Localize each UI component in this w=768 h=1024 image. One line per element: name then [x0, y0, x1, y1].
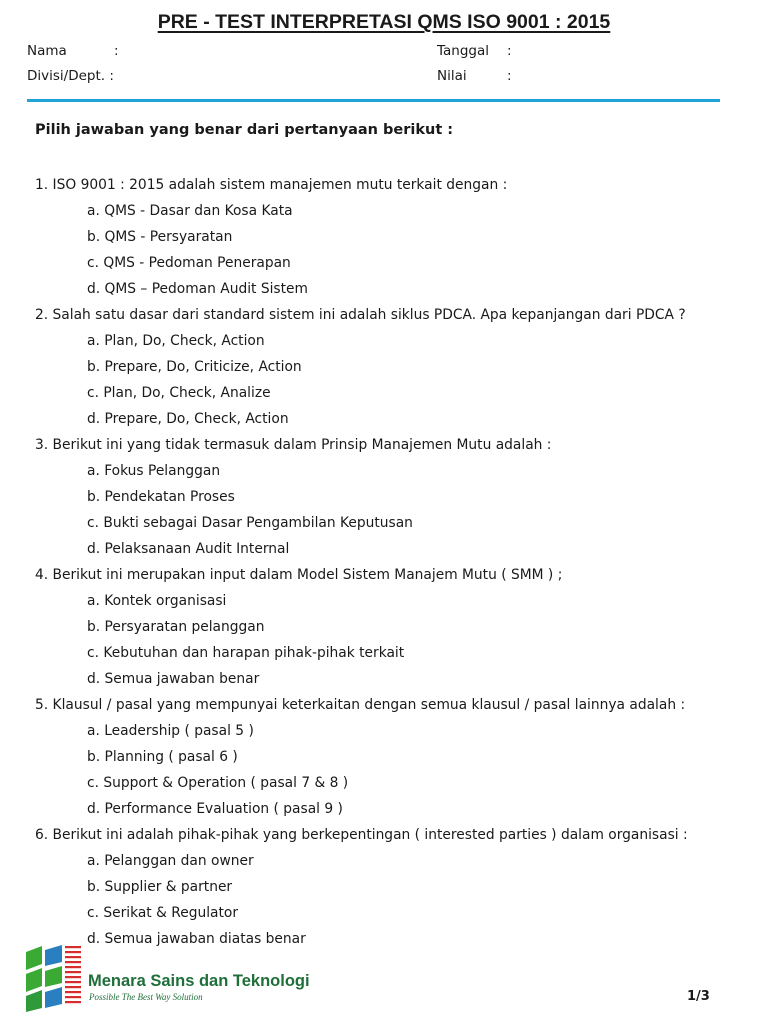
- question-list: [35, 172, 755, 952]
- question-4-option-a: a. Kontek organisasi: [87, 593, 227, 609]
- question-1: 1. ISO 9001 : 2015 adalah sistem manajemen mutu terkait dengan :: [35, 177, 508, 193]
- question-1-option-a: a. QMS - Dasar dan Kosa Kata: [87, 203, 293, 219]
- document-title: PRE - TEST INTERPRETASI QMS ISO 9001 : 2015: [157, 11, 611, 33]
- question-1-option-d: d. QMS – Pedoman Audit Sistem: [87, 281, 308, 297]
- question-3-option-d: d. Pelaksanaan Audit Internal: [87, 541, 290, 557]
- question-5-option-a: a. Leadership ( pasal 5 ): [87, 723, 254, 739]
- question-2-option-d: d. Prepare, Do, Check, Action: [87, 411, 289, 427]
- tanggal-colon: :: [507, 43, 512, 59]
- question-3-option-c: c. Bukti sebagai Dasar Pengambilan Keputusan: [87, 515, 413, 531]
- page-number: 1/3: [687, 989, 710, 1004]
- question-2-option-b: b. Prepare, Do, Criticize, Action: [87, 359, 302, 375]
- question-6-option-c: c. Serikat & Regulator: [87, 905, 239, 921]
- question-4: 4. Berikut ini merupakan input dalam Model Sistem Manajem Mutu ( SMM ) ;: [35, 567, 563, 583]
- question-5-option-b: b. Planning ( pasal 6 ): [87, 749, 238, 765]
- nilai-label: Nilai: [437, 68, 467, 84]
- nama-label: Nama: [27, 43, 67, 59]
- question-3-option-a: a. Fokus Pelanggan: [87, 463, 221, 479]
- logo-name: Menara Sains dan Teknologi: [88, 972, 310, 990]
- question-2: 2. Salah satu dasar dari standard sistem ini adalah siklus PDCA. Apa kepanjangan dari PDCA ?: [35, 307, 686, 323]
- instruction-text: Pilih jawaban yang benar dari pertanyaan berikut :: [35, 122, 454, 138]
- question-1-option-b: b. QMS - Persyaratan: [87, 229, 233, 245]
- question-5-option-c: c. Support & Operation ( pasal 7 & 8 ): [87, 775, 349, 791]
- nilai-colon: :: [507, 68, 512, 84]
- question-5: 5. Klausul / pasal yang mempunyai keterkaitan dengan semua klausul / pasal lainnya adalah :: [35, 697, 686, 713]
- header-divider: [27, 99, 720, 102]
- question-1-option-c: c. QMS - Pedoman Penerapan: [87, 255, 291, 271]
- divisi-label: Divisi/Dept. :: [27, 68, 114, 84]
- company-logo: [24, 944, 310, 1014]
- question-3-option-b: b. Pendekatan Proses: [87, 489, 235, 505]
- question-6-option-a: a. Pelanggan dan owner: [87, 853, 254, 869]
- question-2-option-c: c. Plan, Do, Check, Analize: [87, 385, 271, 401]
- question-4-option-d: d. Semua jawaban benar: [87, 671, 260, 687]
- question-6: 6. Berikut ini adalah pihak-pihak yang berkepentingan ( interested parties ) dalam organisasi :: [35, 827, 688, 843]
- logo-building-icon: [26, 945, 81, 1012]
- question-5-option-d: d. Performance Evaluation ( pasal 9 ): [87, 801, 343, 817]
- tanggal-label: Tanggal: [437, 43, 490, 59]
- question-4-option-c: c. Kebutuhan dan harapan pihak-pihak terkait: [87, 645, 405, 661]
- question-2-option-a: a. Plan, Do, Check, Action: [87, 333, 265, 349]
- question-6-option-d: d. Semua jawaban diatas benar: [87, 931, 306, 947]
- logo-tagline: Possible The Best Way Solution: [89, 992, 203, 1002]
- question-6-option-b: b. Supplier & partner: [87, 879, 233, 895]
- nama-colon: :: [114, 43, 119, 59]
- question-4-option-b: b. Persyaratan pelanggan: [87, 619, 265, 635]
- question-3: 3. Berikut ini yang tidak termasuk dalam Prinsip Manajemen Mutu adalah :: [35, 437, 552, 453]
